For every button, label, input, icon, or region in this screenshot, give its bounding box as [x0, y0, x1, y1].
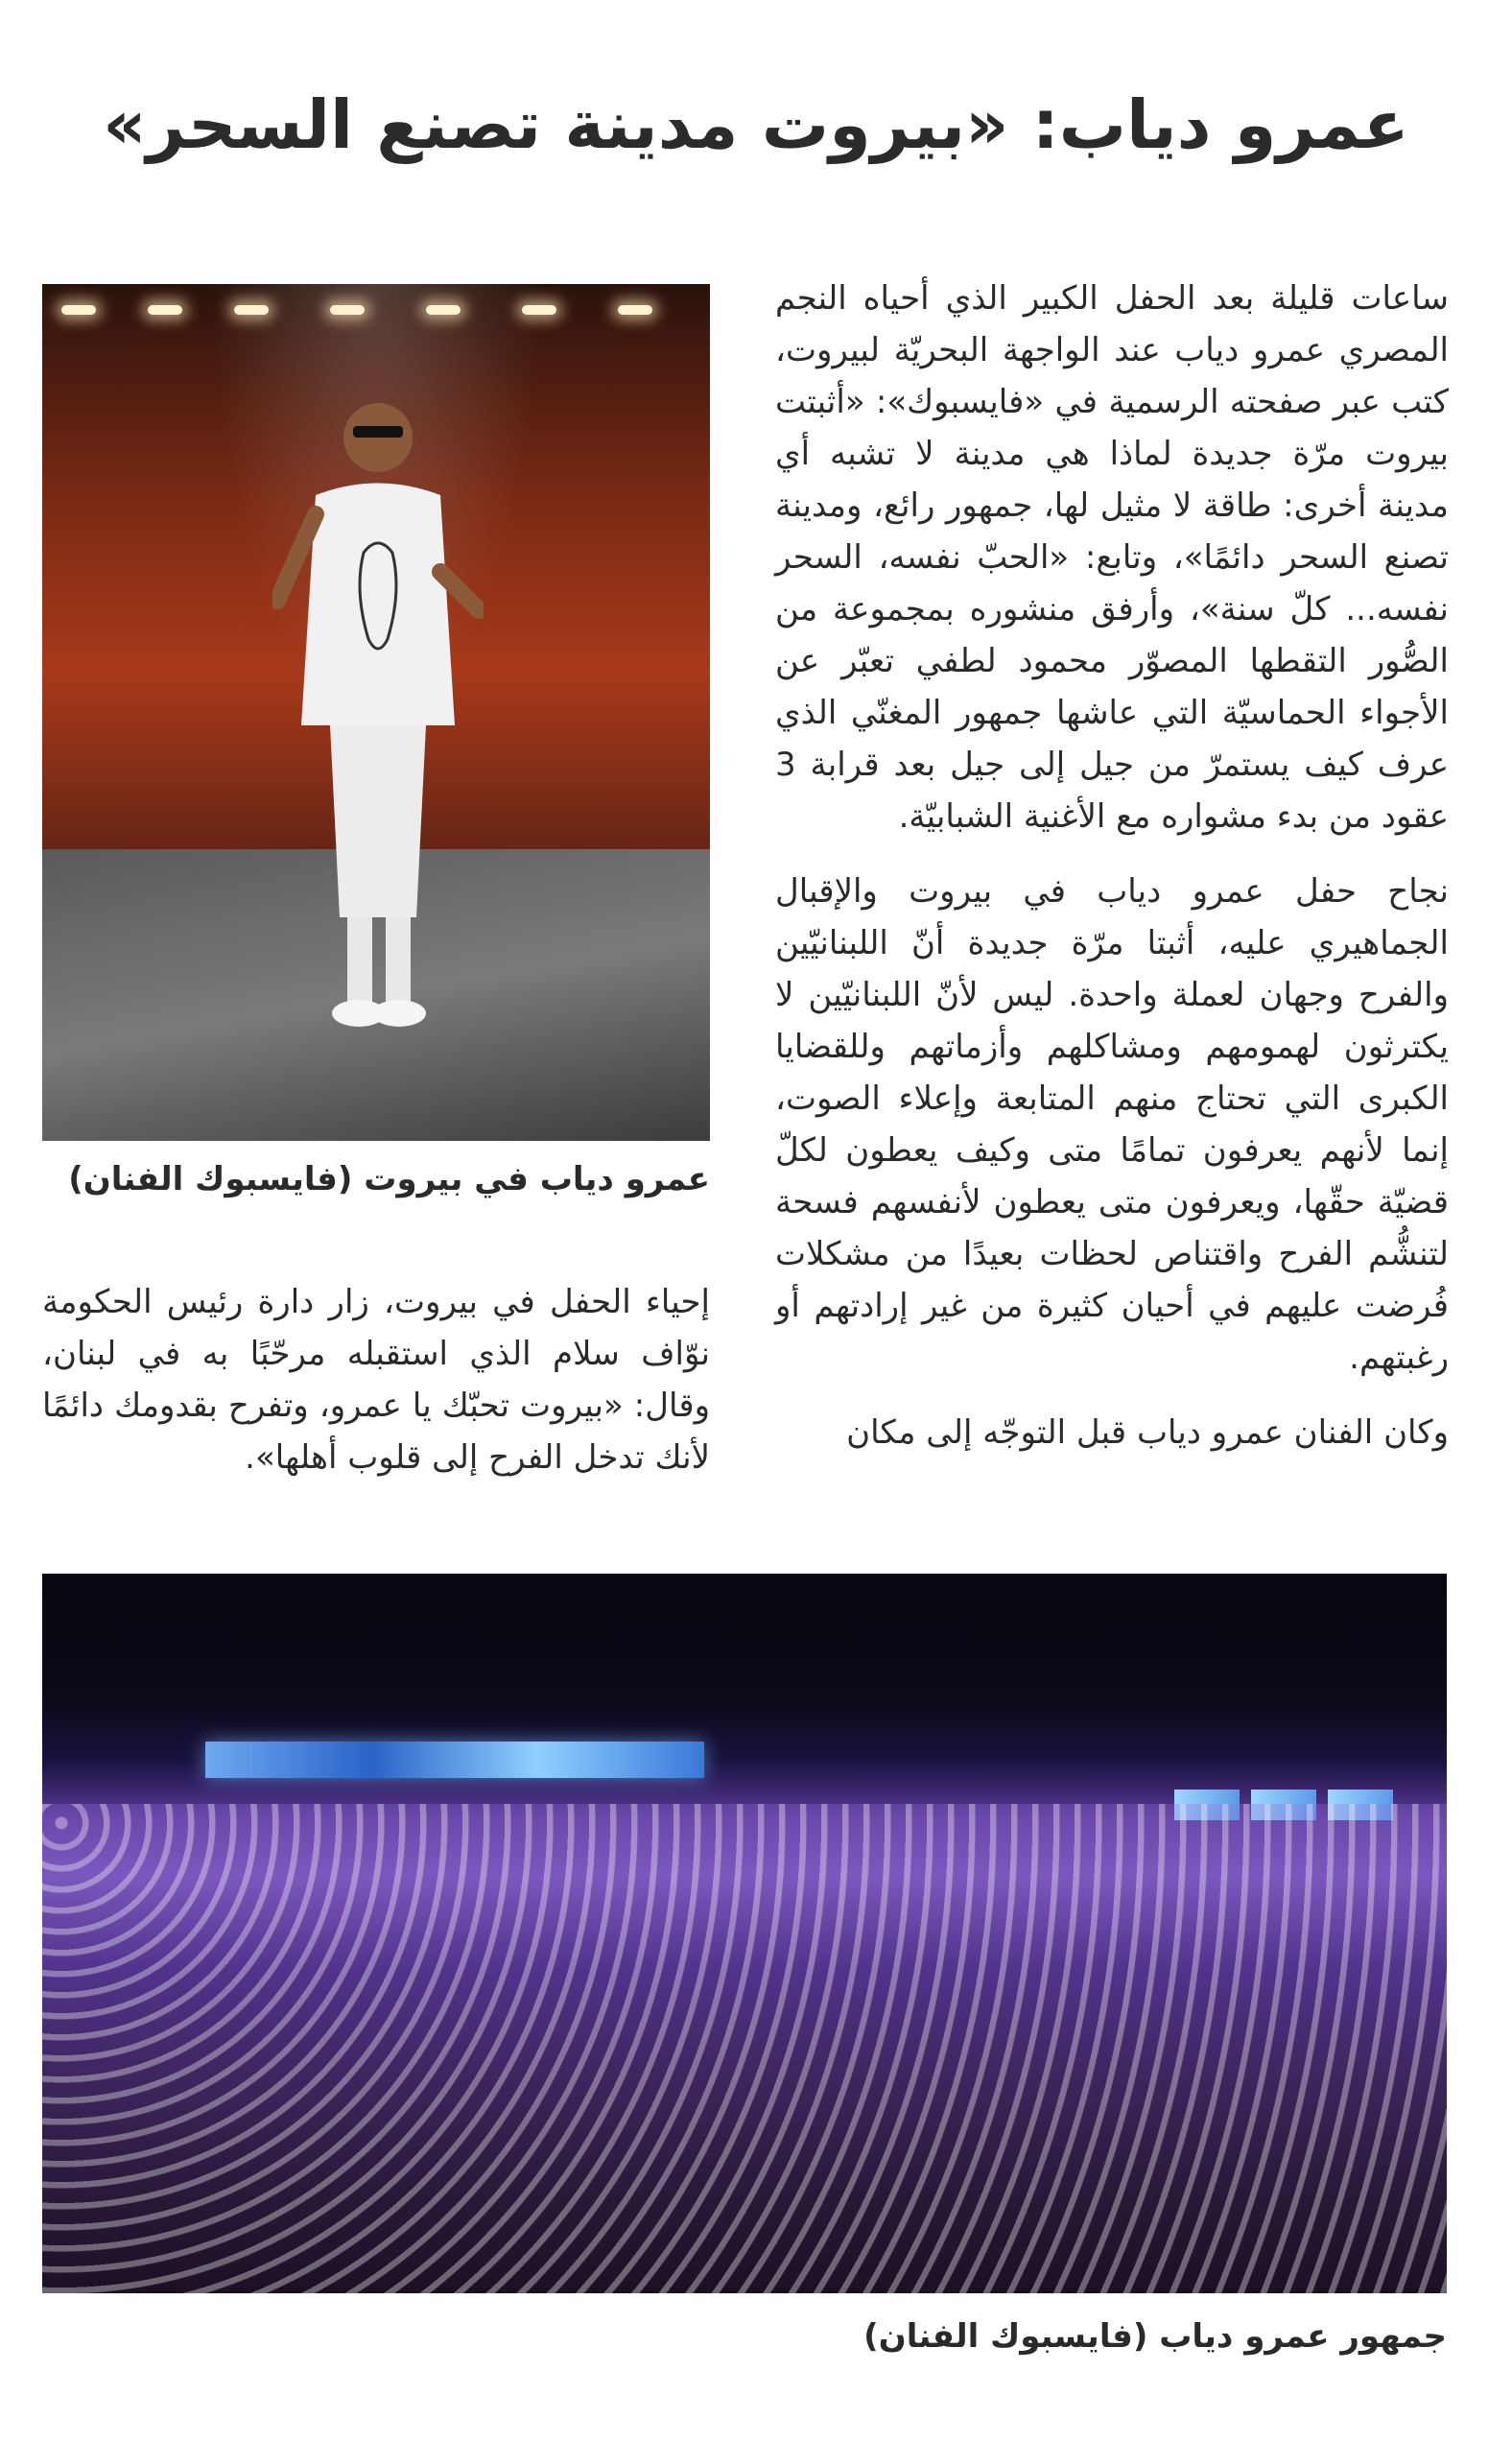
article-headline: عمرو دياب: «بيروت مدينة تصنع السحر»	[103, 85, 1409, 164]
stage-screen	[205, 1742, 704, 1778]
singer-photo-caption: عمرو دياب في بيروت (فايسبوك الفنان)	[68, 1160, 710, 1198]
paragraph: وكان الفنان عمرو دياب قبل التوجّه إلى مكان	[846, 1413, 1449, 1452]
stage-lights	[42, 305, 710, 324]
crowd-photo-caption: جمهور عمرو دياب (فايسبوك الفنان)	[863, 2317, 1447, 2356]
singer-figure	[272, 380, 484, 1052]
singer-photo	[42, 284, 710, 1141]
article-body-left	[42, 1276, 710, 1483]
crowd	[42, 1804, 1447, 2293]
paragraph: نجاح حفل عمرو دياب في بيروت والإقبال الجماهيري عليه، أثبتا مرّة جديدة أنّ اللبنانيّين والفرح وجهان لعملة واحدة. ليس لأنّ اللبنانيّين لا يكترثون لهمومهم ومشاكلهم وأزماتهم وللقضايا الكبرى التي تحتاج منهم المتابعة وإعلاء الصوت، إنما لأنهم يعرفون تمامًا متى وكيف يعطون لكلّ قضيّة حقّها، ويعرفون متى يعطون لأنفسهم فسحة لتنشُّم الفرح واقتناص لحظات بعيدًا من مشكلات فُرضت عليهم في أحيان كثيرة من غير إرادتهم أو رغبتهم.	[775, 872, 1449, 1377]
paragraph: إحياء الحفل في بيروت، زار دارة رئيس الحكومة نوّاف سلام الذي استقبله مرحّبًا به في لبنان، وقال: «بيروت تحبّك يا عمرو، وتفرح بقدومك دائمًا لأنك تدخل الفرح إلى قلوب أهلها».	[42, 1283, 710, 1477]
article-body-right	[775, 273, 1449, 1482]
crowd-photo	[42, 1574, 1447, 2293]
paragraph: ساعات قليلة بعد الحفل الكبير الذي أحياه النجم المصري عمرو دياب عند الواجهة البحريّة لبيروت، كتب عبر صفحته الرسمية في «فايسبوك»: «أثبتت بيروت مرّة جديدة لماذا هي مدينة لا تشبه أي مدينة أخرى: طاقة لا مثيل لها، جمهور رائع، ومدينة تصنع السحر دائمًا»، وتابع: «الحبّ نفسه، السحر نفسه... كلّ سنة»، وأرفق منشوره بمجموعة من الصُّور التقطها المصوّر محمود لطفي تعبّر عن الأجواء الحماسيّة التي عاشها جمهور المغنّي الذي عرف كيف يستمرّ من جيل إلى جيل بعد قرابة 3 عقود من بدء مشواره مع الأغنية الشبابيّة.	[775, 279, 1449, 836]
